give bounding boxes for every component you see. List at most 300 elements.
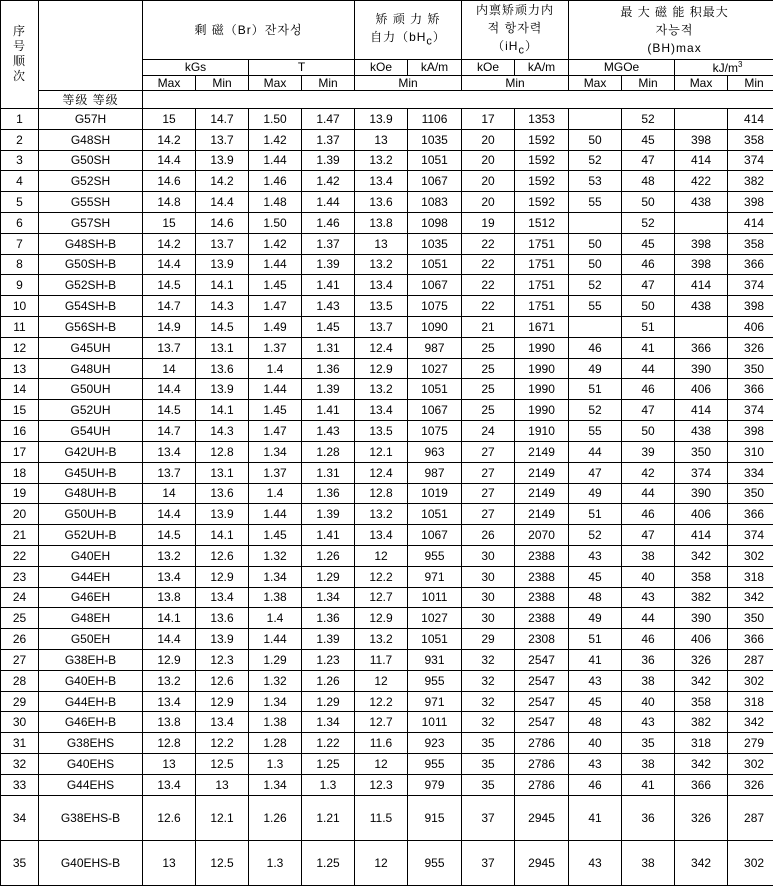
minmax-kjm3-min: Min [728,75,773,90]
row-value: 287 [728,650,773,671]
row-index: 33 [1,774,39,795]
row-value: 302 [728,754,773,775]
row-index: 15 [1,400,39,421]
row-value: 1067 [408,171,462,192]
row-grade: G40EH [39,545,143,566]
row-value: 1.38 [249,712,302,733]
row-value: 1.4 [249,483,302,504]
row-value: 1.37 [249,462,302,483]
row-value: 955 [408,841,462,886]
row-value: 13.4 [196,712,249,733]
row-value: 25 [462,379,515,400]
row-value: 1.41 [302,400,355,421]
row-value: 1090 [408,317,462,338]
row-value: 2388 [515,608,569,629]
row-index: 26 [1,629,39,650]
row-value: 1.21 [302,796,355,841]
row-grade: G48SH-B [39,233,143,254]
row-index: 34 [1,796,39,841]
row-value: 1.39 [302,629,355,650]
row-value: 1051 [408,254,462,275]
row-value: 46 [622,629,675,650]
table-row [1,733,773,754]
row-index: 17 [1,441,39,462]
row-value: 1035 [408,233,462,254]
row-value: 51 [569,629,622,650]
row-index: 4 [1,171,39,192]
row-index: 7 [1,233,39,254]
unit-kjm3: $kJ/m^3$ [675,59,773,75]
row-value: 1.34 [249,566,302,587]
row-grade: G44EHS [39,774,143,795]
row-value: 30 [462,608,515,629]
row-value: 13.4 [143,566,196,587]
row-value: 32 [462,691,515,712]
minmax-mgoe-max: Max [569,75,622,90]
row-value: 13.4 [355,525,408,546]
header-row-titles [1,1,773,60]
table-row [1,754,773,775]
row-index: 6 [1,212,39,233]
row-value: 1592 [515,150,569,171]
row-value: 55 [569,296,622,317]
row-value: 318 [728,691,773,712]
row-value: 1.44 [302,192,355,213]
row-value: 374 [728,525,773,546]
row-value: 1990 [515,337,569,358]
row-value: 44 [622,358,675,379]
row-value: 50 [569,254,622,275]
row-value: 358 [728,129,773,150]
row-value [675,108,728,129]
row-index: 29 [1,691,39,712]
row-grade: G44EH-B [39,691,143,712]
row-value: 41 [569,796,622,841]
header-group-bhmax-line1: 最 大 磁 能 积最大 [620,4,729,19]
row-value: 1.23 [302,650,355,671]
unit-kam-i: kA/m [515,59,569,75]
table-row [1,462,773,483]
minmax-mgoe-min: Min [622,75,675,90]
row-index: 30 [1,712,39,733]
row-value: 1.42 [249,129,302,150]
row-value: 1.46 [302,212,355,233]
row-value: 1.47 [302,108,355,129]
row-value: 350 [728,608,773,629]
row-value: 2388 [515,566,569,587]
row-value: 14.4 [143,254,196,275]
row-value: 12.6 [196,670,249,691]
row-value: 13.9 [196,629,249,650]
row-value: 13.4 [143,774,196,795]
row-value: 955 [408,754,462,775]
row-value: 13.9 [196,150,249,171]
row-value: 12.2 [355,691,408,712]
row-value: 2149 [515,462,569,483]
row-value: 41 [622,774,675,795]
minmax-kgs-max: Max [143,75,196,90]
row-value: 14.5 [143,275,196,296]
row-value: 47 [622,400,675,421]
row-value: 398 [728,296,773,317]
row-value: 1067 [408,400,462,421]
table-row [1,841,773,886]
table-row [1,525,773,546]
header-grade-label: 等级 等级 [39,90,143,108]
row-value: 36 [622,796,675,841]
row-value: 11.7 [355,650,408,671]
row-value: 17 [462,108,515,129]
row-value: 47 [569,462,622,483]
row-value: 12.6 [196,545,249,566]
row-value: 25 [462,400,515,421]
row-value: 46 [622,504,675,525]
row-value: 14.2 [143,129,196,150]
row-value: 53 [569,171,622,192]
row-value: 12.8 [196,441,249,462]
row-value: 50 [622,296,675,317]
row-index: 23 [1,566,39,587]
row-value: 1.43 [302,296,355,317]
row-grade: G48SH [39,129,143,150]
row-value: 1.29 [249,650,302,671]
row-value: 55 [569,192,622,213]
row-value: 302 [728,841,773,886]
row-value: 13.4 [355,171,408,192]
row-value: 2149 [515,483,569,504]
row-value: 49 [569,358,622,379]
row-value: 14.7 [196,108,249,129]
row-value: 14.6 [196,212,249,233]
table-row [1,441,773,462]
row-value: 414 [675,150,728,171]
row-value: 27 [462,462,515,483]
row-value: 13.6 [355,192,408,213]
row-value: 22 [462,275,515,296]
row-grade: G54SH-B [39,296,143,317]
row-grade: G50UH-B [39,504,143,525]
row-value: 302 [728,670,773,691]
row-index: 3 [1,150,39,171]
row-value: 1.22 [302,733,355,754]
row-value: 414 [728,108,773,129]
row-value: 14.5 [143,525,196,546]
row-grade: G38EH-B [39,650,143,671]
row-value: 374 [728,275,773,296]
row-index: 9 [1,275,39,296]
unit-koe-b: kOe [355,59,408,75]
row-value: 1011 [408,712,462,733]
row-value: 45 [569,566,622,587]
row-value: 45 [622,233,675,254]
row-grade: G40EH-B [39,670,143,691]
row-value: 366 [728,504,773,525]
row-value: 12.3 [355,774,408,795]
row-value: 42 [622,462,675,483]
row-value: 30 [462,587,515,608]
row-value: 22 [462,233,515,254]
table-row [1,400,773,421]
row-value: 406 [675,504,728,525]
row-value: 374 [675,462,728,483]
row-value: 358 [675,691,728,712]
row-value: 1075 [408,296,462,317]
row-value: 41 [622,337,675,358]
row-grade: G38EHS-B [39,796,143,841]
row-value: 398 [675,129,728,150]
row-value: 1.29 [302,566,355,587]
row-value: 1098 [408,212,462,233]
row-value: 51 [622,317,675,338]
row-value: 1.26 [249,796,302,841]
row-value: 13.7 [196,233,249,254]
row-value: 2547 [515,691,569,712]
row-value: 987 [408,462,462,483]
minmax-kgs-min: Min [196,75,249,90]
row-value: 1075 [408,421,462,442]
row-value: 15 [143,108,196,129]
row-value: 326 [728,337,773,358]
row-index: 13 [1,358,39,379]
row-value: 1990 [515,400,569,421]
row-value: 52 [569,150,622,171]
row-value: 36 [622,650,675,671]
row-index: 12 [1,337,39,358]
row-value: 318 [728,566,773,587]
row-value: 390 [675,483,728,504]
row-value: 25 [462,337,515,358]
row-value: 279 [728,733,773,754]
row-value: 44 [569,441,622,462]
row-value: 12.7 [355,587,408,608]
row-index: 22 [1,545,39,566]
row-value: 971 [408,566,462,587]
row-value: 1671 [515,317,569,338]
row-value: 366 [728,379,773,400]
row-value: 1.45 [249,525,302,546]
row-value: 2547 [515,712,569,733]
row-value: 2945 [515,841,569,886]
table-row [1,796,773,841]
row-value: 1592 [515,192,569,213]
row-value: 2388 [515,587,569,608]
header-seq [1,1,39,109]
table-row [1,171,773,192]
row-value: 1.42 [249,233,302,254]
row-value: 1.25 [302,841,355,886]
row-value: 979 [408,774,462,795]
row-index: 10 [1,296,39,317]
table-row [1,108,773,129]
row-value: 1.37 [302,233,355,254]
row-value: 14.9 [143,317,196,338]
row-value: 1067 [408,275,462,296]
row-value: 382 [675,712,728,733]
row-value: 422 [675,171,728,192]
row-value: 50 [622,192,675,213]
row-value: 2388 [515,545,569,566]
row-value: 1.41 [302,525,355,546]
row-value: 14.4 [143,629,196,650]
table-row [1,650,773,671]
row-value [675,317,728,338]
row-value: 334 [728,462,773,483]
row-value: 12.9 [143,650,196,671]
table-row [1,483,773,504]
row-value [569,108,622,129]
row-value [675,212,728,233]
row-value: 13.4 [196,587,249,608]
row-value: 1106 [408,108,462,129]
row-value: 1.36 [302,358,355,379]
row-value: 1.28 [302,441,355,462]
row-value: 14.5 [196,317,249,338]
row-value: 12.3 [196,650,249,671]
row-value: 414 [675,275,728,296]
row-value: 12.2 [355,566,408,587]
row-value: 12.9 [196,566,249,587]
row-value: 37 [462,796,515,841]
row-value: 12.6 [143,796,196,841]
row-value: 55 [569,421,622,442]
row-value: 30 [462,566,515,587]
header-group-bhc-line2: 自力（bH [370,30,427,44]
row-value: 14.7 [143,296,196,317]
row-grade: G40EHS-B [39,841,143,886]
row-index: 27 [1,650,39,671]
row-value: 29 [462,629,515,650]
row-value: 1051 [408,504,462,525]
row-value: 14.1 [196,400,249,421]
row-value: 13.8 [143,587,196,608]
row-value: 12.7 [355,712,408,733]
row-value: 2945 [515,796,569,841]
row-value: 13.5 [355,296,408,317]
row-value: 1051 [408,150,462,171]
row-value: 1751 [515,254,569,275]
row-value: 955 [408,670,462,691]
row-value: 11.6 [355,733,408,754]
row-value: 374 [728,150,773,171]
row-value: 1.43 [302,421,355,442]
row-value: 1.48 [249,192,302,213]
row-value: 38 [622,545,675,566]
row-value: 1.41 [302,275,355,296]
row-value: 1.34 [249,774,302,795]
row-value: 1.25 [302,754,355,775]
row-value: 12.5 [196,754,249,775]
row-value: 1.36 [302,608,355,629]
table-row [1,379,773,400]
row-index: 1 [1,108,39,129]
row-value: 12.4 [355,337,408,358]
row-value: 342 [675,841,728,886]
row-value: 40 [622,691,675,712]
table-row [1,421,773,442]
row-value: 46 [622,254,675,275]
row-value: 2070 [515,525,569,546]
row-value: 438 [675,421,728,442]
row-index: 31 [1,733,39,754]
row-value: 1.46 [249,171,302,192]
row-value: 2786 [515,733,569,754]
row-value: 24 [462,421,515,442]
row-value: 12.9 [196,691,249,712]
row-value: 14.6 [143,171,196,192]
row-value: 13 [143,754,196,775]
table-row [1,504,773,525]
row-value: 52 [569,275,622,296]
unit-t: T [249,59,355,75]
row-value: 326 [675,796,728,841]
row-value: 13 [143,841,196,886]
row-index: 35 [1,841,39,886]
row-value: 1.42 [302,171,355,192]
header-row-grade [1,90,773,108]
row-value: 1.44 [249,150,302,171]
row-value: 13.2 [143,670,196,691]
row-value: 350 [728,358,773,379]
row-index: 24 [1,587,39,608]
row-value: 45 [622,129,675,150]
row-value: 27 [462,504,515,525]
row-grade: G52UH [39,400,143,421]
row-value: 32 [462,650,515,671]
row-value: 47 [622,275,675,296]
row-grade: G45UH-B [39,462,143,483]
row-value: 1035 [408,129,462,150]
row-value: 342 [728,712,773,733]
row-value: 22 [462,254,515,275]
row-value: 13 [196,774,249,795]
row-value: 1.3 [249,754,302,775]
row-value: 13.9 [355,108,408,129]
row-value: 13.9 [196,504,249,525]
row-value: 12 [355,545,408,566]
row-grade: G44EH [39,566,143,587]
row-value: 35 [462,754,515,775]
row-value: 14.8 [143,192,196,213]
row-value: 40 [569,733,622,754]
row-value: 12 [355,754,408,775]
row-value: 366 [728,629,773,650]
row-value: 382 [728,171,773,192]
row-value: 46 [569,774,622,795]
row-value: 414 [675,525,728,546]
unit-kam-b: kA/m [408,59,462,75]
row-index: 19 [1,483,39,504]
table-row [1,691,773,712]
row-value: 1.26 [302,545,355,566]
row-value: 987 [408,337,462,358]
row-value: 45 [569,691,622,712]
header-group-ihc-line1: 内禀矫顽力内 [476,3,555,17]
row-value: 2149 [515,504,569,525]
row-value: 43 [569,754,622,775]
row-index: 32 [1,754,39,775]
minmax-t-min: Min [302,75,355,90]
row-value: 1.4 [249,608,302,629]
row-value: 43 [569,545,622,566]
row-value: 14.4 [143,504,196,525]
row-value: 2308 [515,629,569,650]
row-value: 14.7 [143,421,196,442]
row-value: 1027 [408,608,462,629]
row-value: 13.4 [355,275,408,296]
row-value: 25 [462,358,515,379]
header-group-bhc [355,1,462,60]
row-value: 1.45 [249,275,302,296]
